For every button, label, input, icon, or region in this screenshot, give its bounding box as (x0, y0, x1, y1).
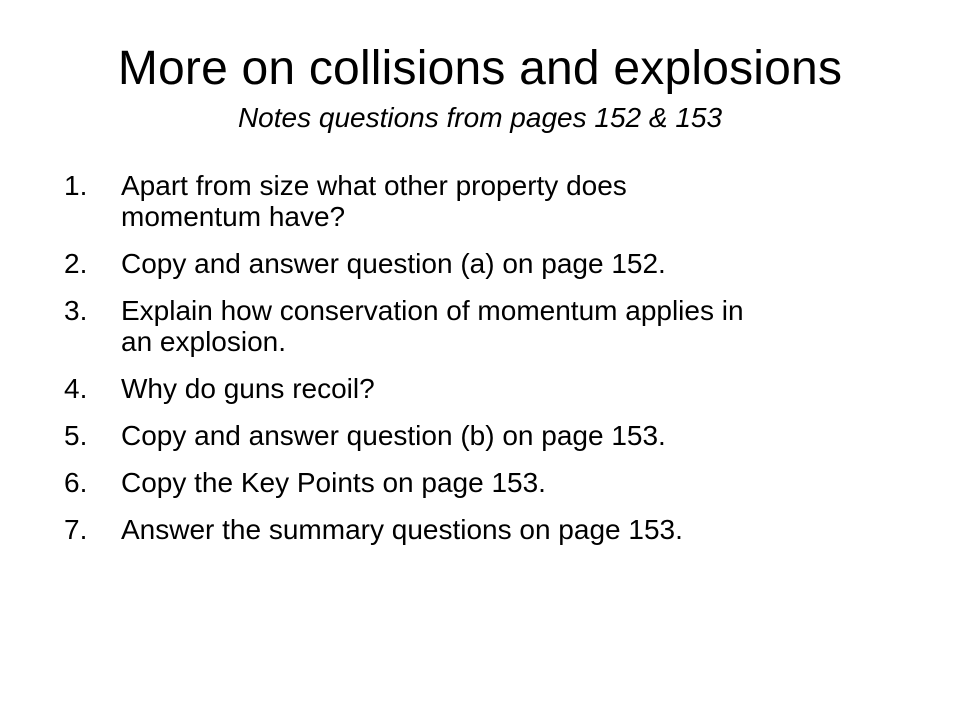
question-text: Copy and answer question (a) on page 152. (121, 248, 666, 279)
question-text: Answer the summary questions on page 153. (121, 514, 683, 545)
question-item (64, 170, 924, 232)
question-item (64, 514, 924, 545)
question-number: 6. (64, 467, 88, 498)
question-text: Apart from size what other property does momentum have? (121, 170, 627, 232)
title-block (0, 40, 960, 136)
question-item (64, 248, 924, 279)
question-text: Explain how conservation of momentum applies in an explosion. (121, 295, 744, 357)
slide-title: More on collisions and explosions (117, 42, 843, 95)
question-text: Copy the Key Points on page 153. (121, 467, 546, 498)
slide-subtitle: Notes questions from pages 152 & 153 (237, 102, 723, 133)
question-item (64, 373, 924, 404)
question-number: 5. (64, 420, 88, 451)
question-number: 4. (64, 373, 88, 404)
question-number: 1. (64, 170, 88, 201)
question-number: 7. (64, 514, 88, 545)
question-item (64, 420, 924, 451)
question-item (64, 295, 924, 357)
question-number: 3. (64, 295, 88, 326)
question-text: Why do guns recoil? (121, 373, 375, 404)
question-item (64, 467, 924, 498)
question-number: 2. (64, 248, 88, 279)
question-list (64, 170, 924, 561)
question-text: Copy and answer question (b) on page 153. (121, 420, 666, 451)
